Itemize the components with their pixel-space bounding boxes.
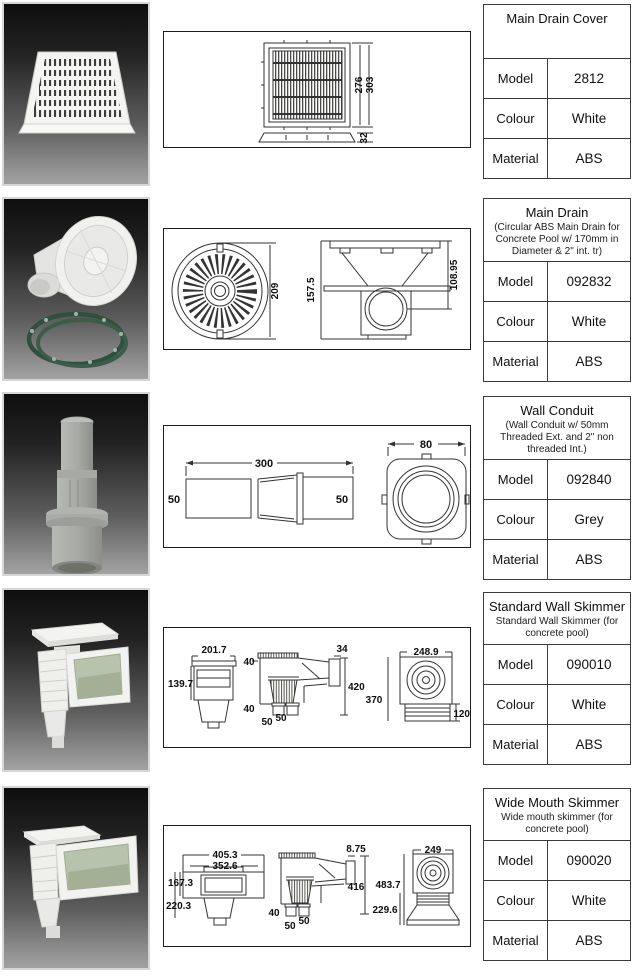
skimmer-side-view xyxy=(279,853,355,916)
colour-value: White xyxy=(571,892,607,908)
model-value: 2812 xyxy=(573,71,605,86)
model-label: Model xyxy=(484,645,548,684)
product-photo-main-drain-cover xyxy=(2,2,150,186)
dimension-label: 249 xyxy=(424,845,442,856)
product-subtitle: Wide mouth skimmer (for concrete pool) xyxy=(501,812,613,835)
model-label: Model xyxy=(484,841,548,880)
skimmer-front-view xyxy=(192,661,236,728)
colour-value: Grey xyxy=(574,512,604,528)
material-value: ABS xyxy=(575,932,603,948)
dimension-label: 303 xyxy=(365,76,376,94)
product-photo-wall-conduit xyxy=(2,392,150,576)
spec-header xyxy=(484,397,630,460)
skimmer-side-view xyxy=(258,653,340,715)
colour-value: White xyxy=(571,314,607,330)
spec-row-material xyxy=(484,725,630,764)
spec-table-main-drain xyxy=(483,198,631,382)
model-label: Model xyxy=(484,262,548,301)
product-photo-wide-mouth-skimmer xyxy=(2,786,150,970)
spec-row-model xyxy=(484,59,630,99)
colour-label: Colour xyxy=(484,500,548,539)
dimension-label: 201.7 xyxy=(201,645,227,656)
grate-top-view xyxy=(261,40,350,130)
skimmer-front-view xyxy=(183,867,264,925)
skimmer-back-view xyxy=(407,854,459,925)
technical-drawing-main-drain-cover xyxy=(163,31,471,148)
spec-row-model xyxy=(484,645,630,685)
spec-header xyxy=(484,5,630,59)
dimension-label: 157.5 xyxy=(306,277,317,303)
colour-value: White xyxy=(571,111,607,126)
material-value: ABS xyxy=(575,151,603,166)
grate-side-profile xyxy=(259,133,355,142)
dimension-label: 209 xyxy=(270,282,281,300)
dimension-label: 108.95 xyxy=(449,259,460,291)
wall-conduit-photo-sketch xyxy=(4,394,148,574)
dimension-label: 80 xyxy=(419,439,433,451)
dimension-label: 120 xyxy=(453,709,470,720)
skimmer-back-view xyxy=(400,657,452,721)
conduit-face-view xyxy=(382,454,469,544)
dimension-label: 40 xyxy=(268,908,280,919)
spec-row-model xyxy=(484,262,630,302)
model-value: 092832 xyxy=(566,274,612,290)
dimension-label: 229.6 xyxy=(372,905,398,916)
dimension-label: 50 xyxy=(335,494,349,506)
product-title: Standard Wall Skimmer xyxy=(488,599,626,614)
dimension-label: 50 xyxy=(261,717,273,728)
wide-mouth-skimmer-drawing xyxy=(164,826,470,946)
dimension-label: 50 xyxy=(275,713,287,724)
product-subtitle: Standard Wall Skimmer (for concrete pool) xyxy=(495,616,619,639)
main-drain-photo-sketch xyxy=(4,199,148,379)
spec-header xyxy=(484,593,630,645)
spec-header xyxy=(484,789,630,841)
material-label: Material xyxy=(484,921,548,960)
product-title: Wide Mouth Skimmer xyxy=(494,795,620,810)
drain-cover-drawing xyxy=(164,32,470,147)
material-value: ABS xyxy=(575,354,603,370)
material-label: Material xyxy=(484,540,548,579)
drain-section-view xyxy=(324,241,450,339)
dimension-label: 139.7 xyxy=(168,679,194,690)
spec-row-model xyxy=(484,841,630,881)
spec-row-colour xyxy=(484,99,630,139)
material-label: Material xyxy=(484,139,548,178)
product-subtitle: (Circular ABS Main Drain for Concrete Pool w/ 170mm in Diameter & 2" int. tr) xyxy=(494,222,620,257)
spec-table-wall-conduit xyxy=(483,396,631,580)
dimension-label: 405.3 xyxy=(212,850,238,861)
model-value: 090020 xyxy=(566,852,612,868)
colour-label: Colour xyxy=(484,685,548,724)
model-label: Model xyxy=(484,460,548,499)
drain-top-view xyxy=(172,243,268,339)
dimension-label: 167.3 xyxy=(168,878,194,889)
dimension-label: 50 xyxy=(298,916,310,927)
product-photo-standard-wall-skimmer xyxy=(2,588,150,772)
colour-value: White xyxy=(571,696,607,712)
dimension-label: 50 xyxy=(284,921,296,932)
spec-table-main-drain-cover xyxy=(483,4,631,179)
spec-row-material xyxy=(484,342,630,381)
model-label: Model xyxy=(484,59,548,98)
technical-drawing-standard-wall-skimmer xyxy=(163,627,471,748)
conduit-side-view xyxy=(186,473,353,524)
product-title: Main Drain xyxy=(525,205,589,220)
spec-row-colour xyxy=(484,881,630,921)
main-drain-drawing xyxy=(164,229,470,349)
dimension-label: 300 xyxy=(254,458,274,470)
model-value: 092840 xyxy=(566,472,612,488)
technical-drawing-main-drain xyxy=(163,228,471,350)
dimension-label: 276 xyxy=(354,76,365,94)
dimension-label: 40 xyxy=(243,704,255,715)
spec-row-material xyxy=(484,139,630,178)
dimension-label: 248.9 xyxy=(413,647,439,658)
drain-cover-photo-sketch xyxy=(4,4,148,184)
dimension-label: 8.75 xyxy=(346,844,366,855)
spec-table-wide-mouth-skimmer xyxy=(483,788,631,961)
spec-row-material xyxy=(484,540,630,579)
colour-label: Colour xyxy=(484,99,548,138)
product-photo-main-drain xyxy=(2,197,150,381)
dimension-label: 220.3 xyxy=(166,901,192,912)
dimension-label: 416 xyxy=(347,882,365,893)
material-value: ABS xyxy=(575,736,603,752)
spec-row-material xyxy=(484,921,630,960)
dimension-label: 34 xyxy=(336,644,348,655)
technical-drawing-wide-mouth-skimmer xyxy=(163,825,471,947)
product-title: Wall Conduit xyxy=(520,403,594,418)
colour-label: Colour xyxy=(484,881,548,920)
technical-drawing-wall-conduit xyxy=(163,425,471,548)
wall-conduit-drawing xyxy=(164,426,470,547)
spec-header xyxy=(484,199,630,262)
material-label: Material xyxy=(484,725,548,764)
dimension-label: 370 xyxy=(365,695,383,706)
standard-skimmer-photo-sketch xyxy=(4,590,148,770)
dimension-label: 50 xyxy=(167,494,181,506)
spec-table-standard-wall-skimmer xyxy=(483,592,631,765)
material-label: Material xyxy=(484,342,548,381)
product-title: Main Drain Cover xyxy=(506,11,608,26)
dimension-label: 483.7 xyxy=(375,880,401,891)
spec-row-colour xyxy=(484,685,630,725)
dimension-label: 32 xyxy=(359,132,370,144)
dimension-label: 352.6 xyxy=(212,861,238,872)
spec-row-model xyxy=(484,460,630,500)
model-value: 090010 xyxy=(566,656,612,672)
colour-label: Colour xyxy=(484,302,548,341)
material-value: ABS xyxy=(575,552,603,568)
standard-skimmer-drawing xyxy=(164,628,470,747)
dimension-label: 420 xyxy=(348,682,365,693)
product-subtitle: (Wall Conduit w/ 50mm Threaded Ext. and 2" non threaded Int.) xyxy=(500,420,614,455)
wide-mouth-skimmer-photo-sketch xyxy=(4,788,148,968)
dimension-label: 40 xyxy=(243,657,255,668)
spec-row-colour xyxy=(484,302,630,342)
spec-row-colour xyxy=(484,500,630,540)
